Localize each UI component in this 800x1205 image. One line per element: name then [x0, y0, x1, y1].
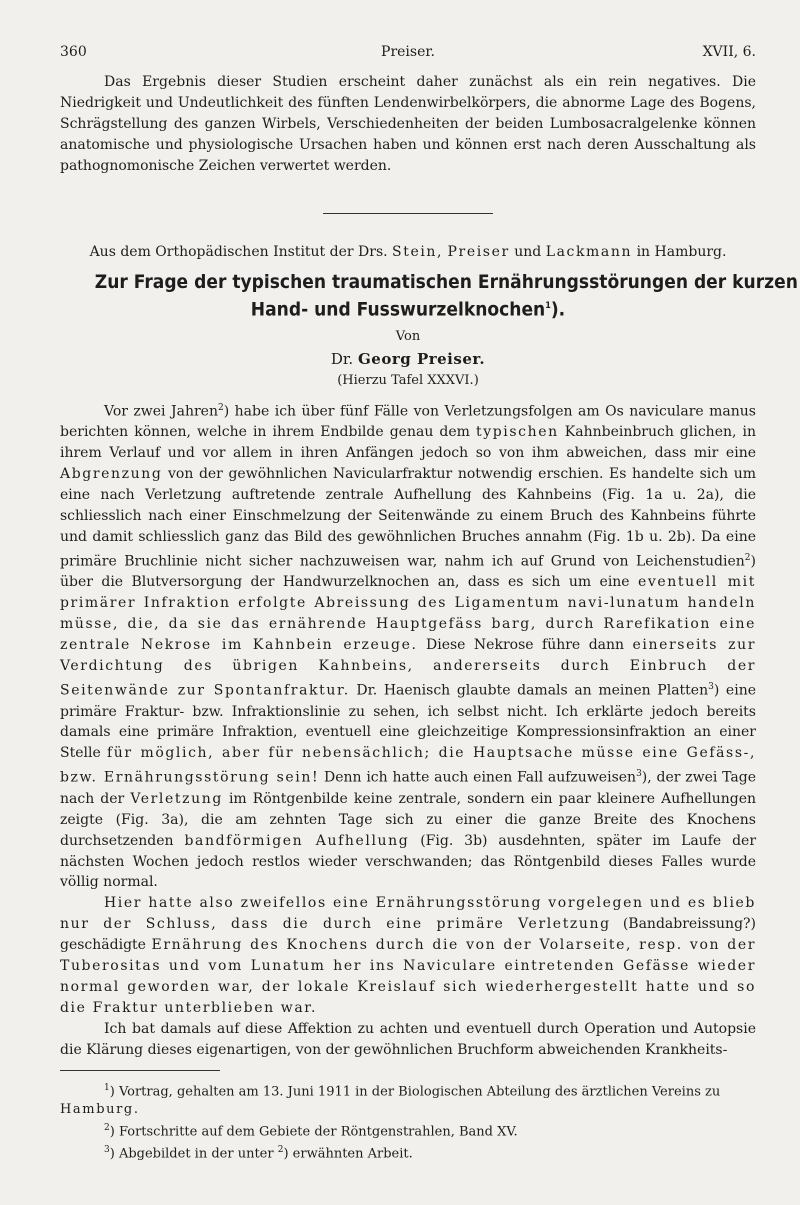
- title-line-2: Hand- und Fusswurzelknochen$^1$).: [250, 297, 566, 320]
- body-paragraph-2: Hier hatte also zweifellos eine Ernährungsstörung vorgelegen und es blieb nur der Schluss, dass die durch eine primäre Verletzung (Bandabreissung?) geschädigte Ernährung des Knochens durch die von der Volarseite, resp. von der Tuberositas und vom Lunatum her ins Naviculare eintretenden Gefässe wieder normal geworden war, der lokale Kreislauf sich wiederhergestellt hatte und so die Fraktur unterblieben war.: [60, 895, 756, 1016]
- running-header: [60, 44, 756, 66]
- body-paragraph-3: Ich bat damals auf diese Affektion zu achten und eventuell durch Operation und Autopsie die Klärung dieses eigenartigen, von der gewöhnlichen Bruchform abweichenden Krankheits-: [60, 1020, 756, 1058]
- name-preiser: Preiser: [447, 243, 510, 260]
- author-prefix: Dr.: [330, 349, 354, 368]
- volume-number: XVII, 6.: [702, 44, 756, 60]
- and-word: und: [514, 243, 542, 260]
- name-lackmann: Lackmann: [545, 243, 633, 260]
- running-title: Preiser.: [381, 44, 435, 60]
- previous-article-paragraph: Das Ergebnis dieser Studien erscheint daher zunächst als ein rein negatives. Die Niedrigkeit und Undeutlichkeit des fünften Lendenwirbelkörpers, die abnorme Lage des Bogens, Schrägstellung des ganzen Wirbels, Verschiedenheiten der beiden Lumbosacralgelenke können anatomische und physiologische Ursachen haben und können erst nach deren Ausschaltung als pathognomonische Zeichen verwertet werden.: [60, 74, 756, 174]
- footnote-3: $^3$) Abgebildet in der unter $^2$) erwähnten Arbeit.: [104, 1145, 413, 1162]
- page: [60, 44, 798, 1164]
- plate-reference: (Hierzu Tafel XXXVI.): [337, 372, 479, 388]
- footnote-1: $^1$) Vortrag, gehalten am 13. Juni 1911 in der Biologischen Abteilung des ärztlichen Vereins zu Hamburg.: [60, 1082, 721, 1117]
- article-title: [94, 270, 798, 321]
- article-body: [60, 398, 756, 1061]
- body-paragraph-1: Vor zwei Jahren$^2$) habe ich über fünf Fälle von Verletzungsfolgen am Os naviculare manus berichten können, welche in ihrem Endbilde genau dem typischen Kahnbeinbruch glichen, in ihrem Verlauf und vor allem in ihren Anfängen jedoch so von ihm abweichen, dass mir eine Abgrenzung von der gewöhnlichen Navicularfraktur notwendig erschien. Es handelte sich um eine nach Verletzung auftretende zentrale Aufhellung des Kahnbeins (Fig. 1a u. 2a), die schliesslich nach einer Einschmelzung der Seitenwände zu einem Bruch des Kahnbeins führte und damit schliesslich ganz das Bild des gewöhnlichen Bruches annahm (Fig. 1b u. 2b). Da eine primäre Bruchlinie nicht sicher nachzuweisen war, nahm ich auf Grund von Leichenstudien$^2$) über die Blutversorgung der Handwurzelknochen an, dass es sich um eine eventuell mit primärer Infraktion erfolgte Abreissung des Ligamentum navi-lunatum handeln müsse, die, da sie das ernährende Hauptgefäss barg, durch Rarefikation eine zentrale Nekrose im Kahnbein erzeuge. Diese Nekrose führe dann einerseits zur Verdichtung des übrigen Kahnbeins, andererseits durch Einbruch der Seitenwände zur Spontanfraktur. Dr. Haenisch glaubte damals an meinen Platten$^3$) eine primäre Fraktur- bzw. Infraktionslinie zu sehen, ich selbst nicht. Ich erklärte jedoch bereits damals eine primäre Infraktion, eventuell eine gleichzeitige Kompressionsinfraktion an einer Stelle für möglich, aber für nebensächlich; die Hauptsache müsse eine Gefäss-, bzw. Ernährungsstörung sein! Denn ich hatte auch einen Fall aufzuweisen$^3$), der zwei Tage nach der Verletzung im Röntgenbilde keine zentrale, sondern ein paar kleinere Aufhellungen zeigte (Fig. 3a), die am zehnten Tage sich zu einer die ganze Breite des Knochens durchsetzenden bandförmigen Aufhellung (Fig. 3b) ausdehnten, später im Laufe der nächsten Wochen jedoch restlos wieder verschwanden; das Röntgenbild dieses Falles wurde völlig normal.: [60, 402, 757, 891]
- article-separator: [323, 213, 493, 214]
- footnote-2: $^2$) Fortschritte auf dem Gebiete der Röntgenstrahlen, Band XV.: [104, 1122, 518, 1140]
- title-footnote-mark: 1: [545, 300, 551, 311]
- von-label: Von: [395, 328, 421, 344]
- author-name: Georg Preiser.: [357, 349, 486, 368]
- author: [60, 350, 756, 368]
- title-line-1: Zur Frage der typischen traumatischen Ernährungsstörungen der kurzen: [94, 270, 798, 293]
- footnotes: [60, 1079, 756, 1164]
- institute-prefix: Aus dem Orthopädischen Institut der Drs.: [89, 243, 388, 260]
- institute-suffix: in Hamburg.: [636, 243, 727, 260]
- institute-line: [60, 244, 756, 260]
- page-number: 360: [60, 44, 87, 60]
- name-stein: Stein,: [392, 243, 444, 260]
- footnote-rule: [60, 1070, 220, 1071]
